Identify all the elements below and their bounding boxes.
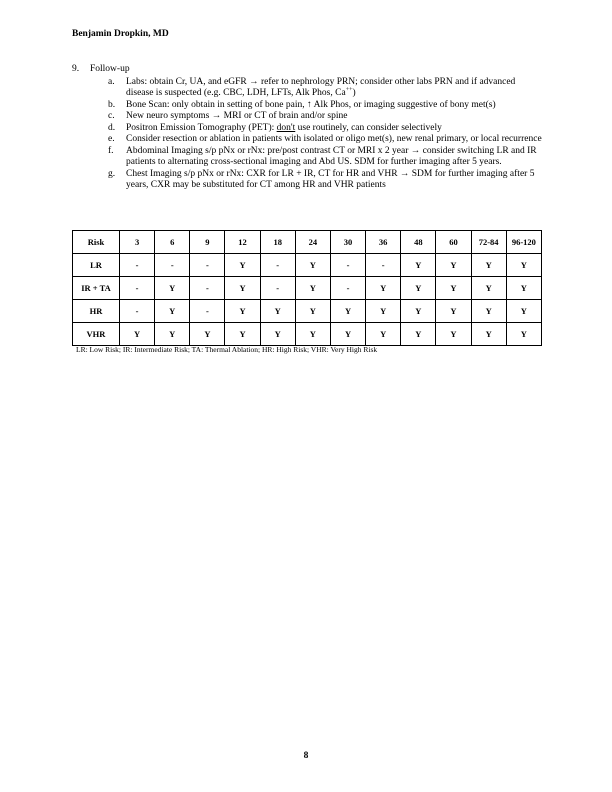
follow-up-list (108, 77, 542, 192)
risk-label-cell: HR (73, 300, 120, 323)
list-item-letter: b. (108, 99, 116, 110)
list-item-text: Abdominal Imaging s/p pNx or rNx: pre/post contrast CT or MRI x 2 year → consider switching LR and IR patients to alternating cross-sectional imaging and Abd US. SDM for further imaging after 5 years. (126, 145, 537, 167)
header-cell-month: 36 (366, 231, 401, 254)
labs-text: Labs: obtain Cr, UA, and eGFR → refer to nephrology PRN; consider other labs PRN and if advanced disease is suspected (e.g. CBC, LDH, LFTs, Alk Phos, Ca (126, 76, 516, 98)
header-cell-month: 12 (225, 231, 260, 254)
list-item-text: Chest Imaging s/p pNx or rNx: CXR for LR + IR, CT for HR and VHR → SDM for further imaging after 5 years, CXR may be substituted for CT among HR and VHR patients (126, 168, 535, 190)
table-cell: Y (366, 300, 401, 323)
section-heading (72, 64, 542, 76)
table-cell: Y (471, 254, 506, 277)
list-item-letter: a. (108, 76, 115, 87)
table-cell: Y (366, 323, 401, 346)
table-cell: Y (436, 277, 471, 300)
risk-label-cell: LR (73, 254, 120, 277)
list-item-letter: g. (108, 168, 116, 179)
table-legend: LR: Low Risk; IR: Intermediate Risk; TA: Thermal Ablation; HR: High Risk; VHR: Very High Risk (76, 345, 378, 354)
header-cell-risk: Risk (73, 231, 120, 254)
list-item-text: Bone Scan: only obtain in setting of bone pain, ↑ Alk Phos, or imaging suggestive of bony met(s) (126, 99, 496, 110)
table-cell: Y (260, 323, 295, 346)
list-item-letter: f. (108, 145, 114, 156)
pet-text-start: Positron Emission Tomography (PET): (126, 122, 277, 133)
table-cell: Y (225, 300, 260, 323)
list-item (108, 146, 542, 169)
table-row (73, 323, 542, 346)
table-cell: Y (471, 300, 506, 323)
table-cell: - (190, 254, 225, 277)
table-cell: Y (471, 277, 506, 300)
table-cell: - (120, 254, 155, 277)
table-cell: Y (506, 300, 541, 323)
table-cell: Y (225, 277, 260, 300)
follow-up-schedule-table (72, 230, 542, 346)
table-cell: Y (155, 323, 190, 346)
table-cell: Y (295, 300, 330, 323)
table-cell: Y (225, 254, 260, 277)
table-cell: Y (120, 323, 155, 346)
pet-underlined-word: don't (276, 122, 296, 133)
list-item (108, 134, 542, 146)
header-cell-month: 72-84 (471, 231, 506, 254)
page-number: 8 (303, 751, 309, 761)
list-item-letter: e. (108, 134, 115, 144)
table-cell: Y (436, 300, 471, 323)
table-row (73, 277, 542, 300)
table-cell: Y (401, 254, 436, 277)
table-cell: Y (295, 323, 330, 346)
table-cell: Y (506, 323, 541, 346)
table-cell: - (260, 277, 295, 300)
header-cell-month: 18 (260, 231, 295, 254)
table-cell: Y (366, 277, 401, 300)
list-item-text: Consider resection or ablation in patients with isolated or oligo met(s), new renal primary, or local recurrence (126, 134, 542, 144)
follow-up-section (72, 64, 542, 192)
list-item-text: New neuro symptoms → MRI or CT of brain and/or spine (126, 111, 348, 121)
table-cell: Y (330, 300, 365, 323)
header-cell-month: 9 (190, 231, 225, 254)
list-item-letter: d. (108, 122, 116, 133)
table-cell: Y (260, 300, 295, 323)
table-cell: Y (155, 300, 190, 323)
table-cell: Y (401, 323, 436, 346)
table-cell: - (366, 254, 401, 277)
table-cell: Y (295, 254, 330, 277)
section-title: Follow-up (90, 64, 130, 74)
list-item (108, 100, 542, 112)
list-item-letter: c. (108, 111, 115, 121)
header-cell-month: 24 (295, 231, 330, 254)
table-cell: Y (401, 300, 436, 323)
table-header-row (73, 231, 542, 254)
table-cell: Y (471, 323, 506, 346)
table-cell: - (190, 277, 225, 300)
page-header-author: Benjamin Dropkin, MD (72, 29, 169, 39)
list-item (108, 123, 542, 135)
header-cell-month: 60 (436, 231, 471, 254)
list-item (108, 111, 542, 123)
header-cell-month: 30 (330, 231, 365, 254)
table-cell: Y (401, 277, 436, 300)
section-number: 9. (72, 64, 80, 74)
table-cell: - (190, 300, 225, 323)
labs-text-end: ) (352, 88, 356, 98)
risk-label-cell: VHR (73, 323, 120, 346)
table-cell: - (120, 300, 155, 323)
header-cell-month: 6 (155, 231, 190, 254)
pet-text-end: use routinely, can consider selectively (295, 122, 442, 133)
header-cell-month: 48 (401, 231, 436, 254)
table-cell: Y (330, 323, 365, 346)
table-cell: Y (155, 277, 190, 300)
calcium-charge-superscript: ++ (345, 86, 353, 93)
table-cell: - (260, 254, 295, 277)
table-cell: Y (225, 323, 260, 346)
table-cell: Y (295, 277, 330, 300)
table-cell: - (330, 277, 365, 300)
header-cell-month: 3 (120, 231, 155, 254)
header-cell-month: 96-120 (506, 231, 541, 254)
list-item-text (126, 77, 542, 100)
table-cell: Y (436, 323, 471, 346)
table-cell: Y (506, 277, 541, 300)
table-row (73, 254, 542, 277)
table-row (73, 300, 542, 323)
list-item-text (126, 123, 542, 135)
list-item (108, 169, 542, 192)
table-cell: - (155, 254, 190, 277)
table-cell: - (120, 277, 155, 300)
table-cell: Y (436, 254, 471, 277)
table-cell: Y (506, 254, 541, 277)
list-item (108, 77, 542, 100)
table-cell: Y (190, 323, 225, 346)
table-cell: - (330, 254, 365, 277)
risk-label-cell: IR + TA (73, 277, 120, 300)
